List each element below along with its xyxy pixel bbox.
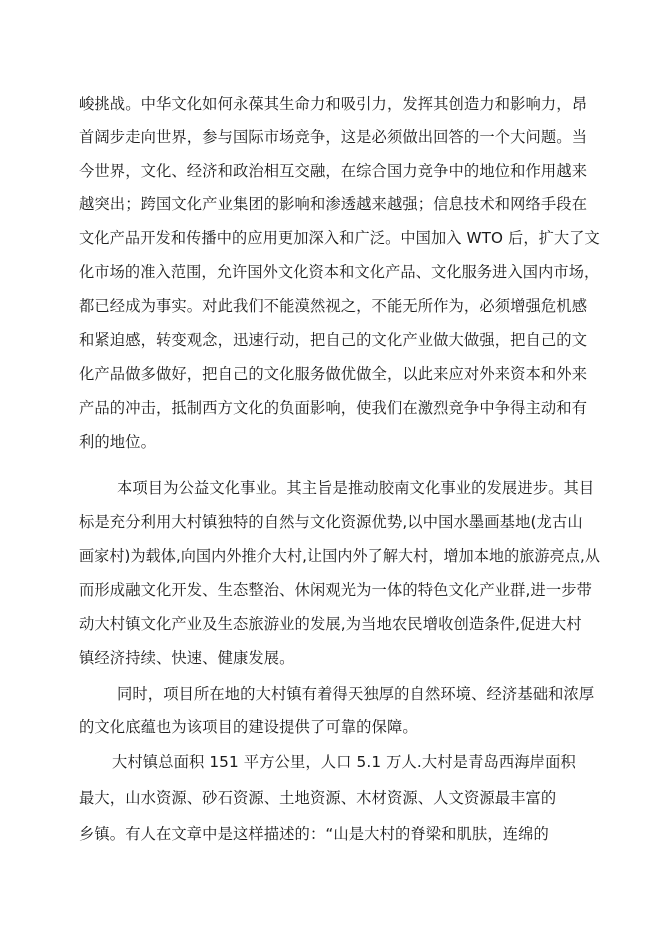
text-line: 而形成融文化开发、生态整治、休闲观光为一体的特色文化产业群,进一步带 <box>79 581 593 599</box>
text-line: 产品的冲击，抵制西方文化的负面影响，使我们在激烈竞争中争得主动和有 <box>79 399 588 417</box>
text-line: 都已经成为事实。对此我们不能漠然视之，不能无所作为，必须增强危机感 <box>79 297 588 315</box>
text-line: 镇经济持续、快速、健康发展。 <box>79 649 295 667</box>
text-line: 文化产品开发和传播中的应用更加深入和广泛。中国加入 WTO 后，扩大了文 <box>79 229 600 247</box>
text-line: 今世界，文化、经济和政治相互交融，在综合国力竞争中的地位和作用越来 <box>79 162 588 180</box>
text-line: 同时，项目所在地的大村镇有着得天独厚的自然环境、经济基础和浓厚 <box>117 685 595 703</box>
text-line: 利的地位。 <box>79 433 156 451</box>
text-line: 本项目为公益文化事业。其主旨是推动胶南文化事业的发展进步。其目 <box>117 479 595 497</box>
text-line: 动大村镇文化产业及生态旅游业的发展,为当地农民增收创造条件,促进大村 <box>79 615 582 633</box>
text-line: 最大，山水资源、砂石资源、土地资源、木材资源、人文资源最丰富的 <box>79 789 557 807</box>
text-line: 和紧迫感，转变观念，迅速行动，把自己的文化产业做大做强，把自己的文 <box>79 331 588 349</box>
text-line: 化产品做多做好，把自己的文化服务做优做全，以此来应对外来资本和外来 <box>79 365 588 383</box>
text-line: 大村镇总面积 151 平方公里，人口 5.1 万人.大村是青岛西海岸面积 <box>112 753 576 771</box>
text-line: 越突出；跨国文化产业集团的影响和渗透越来越强；信息技术和网络手段在 <box>79 195 588 213</box>
text-line: 的文化底蕴也为该项目的建设提供了可靠的保障。 <box>79 718 418 736</box>
text-line: 乡镇。有人在文章中是这样描述的：“山是大村的脊梁和肌肤，连绵的 <box>79 825 549 843</box>
text-line: 标是充分利用大村镇独特的自然与文化资源优势,以中国水墨画基地(龙古山 <box>79 513 583 531</box>
text-line: 化市场的准入范围，允许国外文化资本和文化产品、文化服务进入国内市场， <box>79 263 600 281</box>
text-line: 画家村)为载体,向国内外推介大村,让国内外了解大村，增加本地的旅游亮点,从 <box>79 547 601 565</box>
text-line: 首阔步走向世界，参与国际市场竞争，这是必须做出回答的一个大问题。当 <box>79 128 588 146</box>
text-line: 峻挑战。中华文化如何永葆其生命力和吸引力，发挥其创造力和影响力，昂 <box>79 95 588 113</box>
